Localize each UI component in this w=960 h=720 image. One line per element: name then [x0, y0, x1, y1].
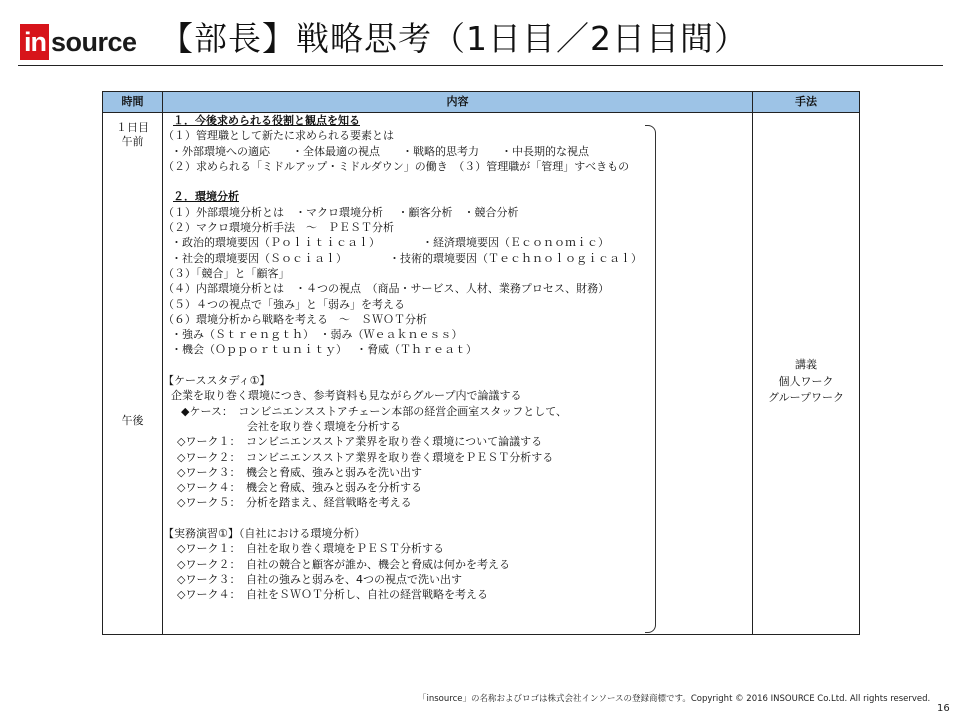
- content-line: 企業を取り巻く環境につき、参考資料も見ながらグループ内で論議する: [171, 389, 522, 403]
- method-group-work: グループワーク: [767, 391, 845, 404]
- schedule-table: [102, 91, 860, 635]
- logo-wordmark: source: [51, 27, 137, 57]
- section-heading: ２．環境分析: [173, 190, 239, 204]
- column-header-time: 時間: [103, 92, 163, 113]
- content-line: （１）外部環境分析とは ・マクロ環境分析 ・顧客分析 ・競合分析: [163, 205, 519, 219]
- page-number: 16: [937, 703, 950, 714]
- content-line: ・強み（Ｓｔｒｅｎｇｔｈ） ・弱み（Ｗｅａｋｎｅｓｓ）: [171, 328, 463, 342]
- title-divider: [18, 65, 943, 66]
- method-individual-work: 個人ワーク: [778, 374, 834, 388]
- content-line: （２）求められる「ミドルアップ・ミドルダウン」の働き （３）管理職が「管理」すべきもの: [163, 159, 630, 173]
- page-title: 【部長】戦略思考（1日目／2日目間）: [160, 19, 748, 58]
- method-cell: [753, 113, 860, 635]
- blank-line: [163, 358, 752, 373]
- content-line: ◇ワーク４： 自社をＳＷＯＴ分析し、自社の経営戦略を考える: [177, 588, 488, 602]
- content-line: ◇ワーク３： 自社の強みと弱みを、4つの視点で洗い出す: [177, 572, 462, 586]
- copyright-notice: 「insource」の名称およびロゴは株式会社インソースの登録商標です。Copyright © 2016 INSOURCE Co.Ltd. All rights reserved.: [418, 694, 931, 704]
- content-line: ◇ワーク１： コンビニエンスストア業界を取り巻く環境について論議する: [177, 435, 543, 449]
- content-line: （１）管理職として新たに求められる要素とは: [163, 129, 394, 143]
- content-line: 【実務演習①】（自社における環境分析）: [163, 527, 366, 541]
- slide-header: [0, 0, 960, 68]
- section-heading: １．今後求められる役割と観点を知る: [173, 114, 360, 127]
- time-cell: [103, 113, 163, 635]
- content-lines: [163, 113, 752, 603]
- insource-logo: [20, 24, 137, 60]
- content-line: ◇ワーク２： 自社の競合と顧客が誰か、機会と脅威は何かを考える: [177, 557, 510, 571]
- content-line: （３）「競合」と「顧客」: [163, 266, 290, 280]
- time-morning: [103, 121, 162, 149]
- content-line: ◇ワーク１： 自社を取り巻く環境をＰＥＳＴ分析する: [177, 542, 444, 556]
- table-row: [103, 113, 860, 635]
- table-header-row: [103, 92, 860, 113]
- morning-label: 午前: [121, 135, 144, 148]
- content-line: ◇ワーク２： コンビニエンスストア業界を取り巻く環境をＰＥＳＴ分析する: [177, 450, 554, 464]
- logo-in-mark: in: [20, 24, 49, 60]
- right-bracket: [645, 125, 656, 633]
- content-line: （２）マクロ環境分析手法 ～ ＰＥＳＴ分析: [163, 221, 394, 235]
- method-list: [753, 357, 859, 407]
- content-line: ・政治的環境要因（Ｐｏｌｉｔｉｃａｌ） ・経済環境要因（Ｅｃｏｎｏｍｉｃ）: [171, 236, 609, 250]
- blank-line: [163, 511, 752, 526]
- content-line: （４）内部環境分析とは ・４つの視点 （商品・サービス、人材、業務プロセス、財務）: [163, 282, 610, 296]
- content-line: （６）環境分析から戦略を考える ～ ＳＷＯＴ分析: [163, 312, 427, 326]
- content-line: ◇ワーク４： 機会と脅威、強みと弱みを分析する: [177, 481, 422, 495]
- method-lecture: 講義: [795, 358, 817, 371]
- content-line: ◇ワーク３： 機会と脅威、強みと弱みを洗い出す: [177, 465, 422, 479]
- day-label: １日目: [116, 121, 149, 134]
- content-line: 【ケーススタディ①】: [163, 374, 271, 388]
- content-cell: [163, 113, 753, 635]
- content-line: ・機会（Ｏｐｐｏｒｔｕｎｉｔｙ） ・脅威（Ｔｈｒｅａｔ）: [171, 343, 477, 357]
- column-header-content: 内容: [163, 92, 753, 113]
- content-line: ・外部環境への適応 ・全体最適の視点 ・戦略的思考力 ・中長期的な視点: [171, 144, 589, 158]
- afternoon-label: 午後: [121, 414, 144, 427]
- blank-line: [163, 174, 752, 189]
- content-line: （５）４つの視点で「強み」と「弱み」を考える: [163, 297, 405, 311]
- content-line: ◆ケース： コンビニエンスストアチェーン本部の経営企画室スタッフとして、: [181, 404, 567, 418]
- content-line: 会社を取り巻く環境を分析する: [181, 419, 401, 433]
- column-header-method: 手法: [753, 92, 860, 113]
- content-line: ・社会的環境要因（Ｓｏｃｉａｌ） ・技術的環境要因（Ｔｅｃｈｎｏｌｏｇｉｃａｌ）: [171, 251, 642, 265]
- content-line: ◇ワーク５： 分析を踏まえ、経営戦略を考える: [177, 496, 412, 510]
